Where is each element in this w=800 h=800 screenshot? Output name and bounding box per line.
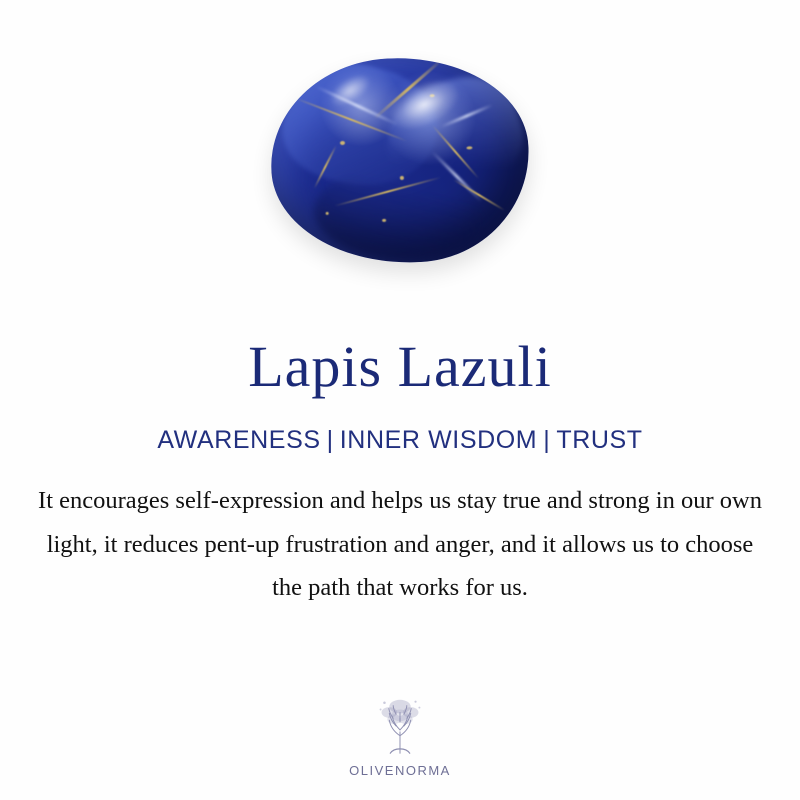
brand-logo [0,693,800,778]
brand-name: OLIVENORMA [349,763,451,778]
keyword-separator: | [326,426,334,454]
pyrite-fleck [382,218,386,221]
pyrite-fleck [466,146,472,149]
pyrite-fleck [400,175,404,179]
keyword-list [157,426,642,455]
pyrite-fleck [340,140,345,144]
page-title: Lapis Lazuli [248,334,552,399]
stone-image-area [0,0,800,310]
pyrite-fleck [326,211,329,214]
keyword-awareness: AWARENESS [157,426,321,454]
description-text: It encourages self-expression and helps us stay true and strong in our own light, it reduces pent-up frustration and anger, and it allows us to choose the path that works for us. [38,487,762,602]
tree-logo-icon [361,693,439,761]
keyword-inner-wisdom: INNER WISDOM [339,426,538,454]
lapis-lazuli-stone-image [266,51,534,269]
keyword-separator: | [543,426,551,454]
keyword-trust: TRUST [556,426,643,454]
